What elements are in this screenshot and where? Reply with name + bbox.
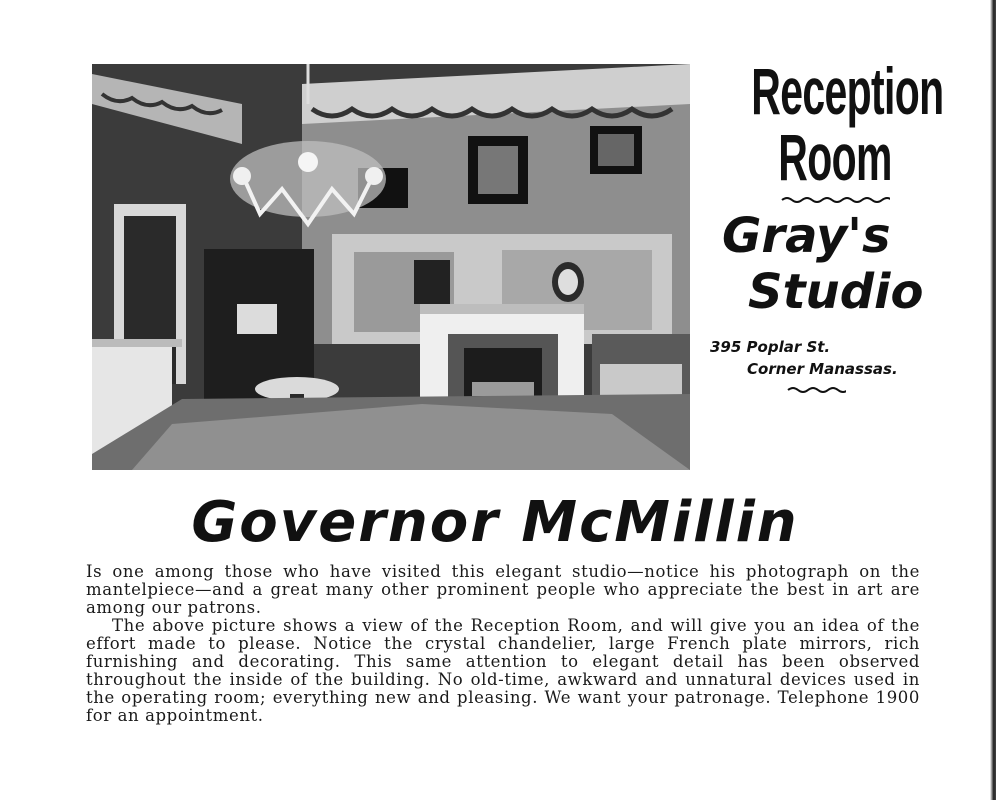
body-text <box>86 563 920 725</box>
body-paragraph-2: The above picture shows a view of the Reception Room, and will give you an idea of the effort made to please. Notice the crystal chandelier, large French plate mirrors, rich furnishing and decorating. This same attention to elegant detail has been observed throughout the inside of the building. No old-time, awkward and unnatural devices used in the operating room; everything new and pleasing. We want your patronage. Telephone 1900 for an appointment. <box>86 616 920 725</box>
studio-name-line1: Gray's <box>722 208 891 264</box>
title-block <box>700 54 970 394</box>
address-street: 395 Poplar St. <box>710 338 831 356</box>
ornament-rule-icon <box>780 196 890 204</box>
reception-room-photo <box>92 64 690 470</box>
ornament-rule-small-icon <box>786 386 846 394</box>
studio-name-line2: Studio <box>748 264 924 320</box>
heading-reception: Reception <box>751 54 944 128</box>
body-paragraph-1: Is one among those who have visited this elegant studio—notice his photograph on the mantelpiece—and a great many other prominent people who appreciate the best in art are among our patrons. <box>86 562 920 617</box>
heading-room: Room <box>778 120 892 194</box>
headline: Governor McMillin <box>191 490 799 555</box>
studio-address <box>700 336 970 380</box>
studio-name <box>700 208 970 320</box>
address-corner: Corner Manassas. <box>747 360 898 378</box>
page-edge <box>990 0 996 800</box>
